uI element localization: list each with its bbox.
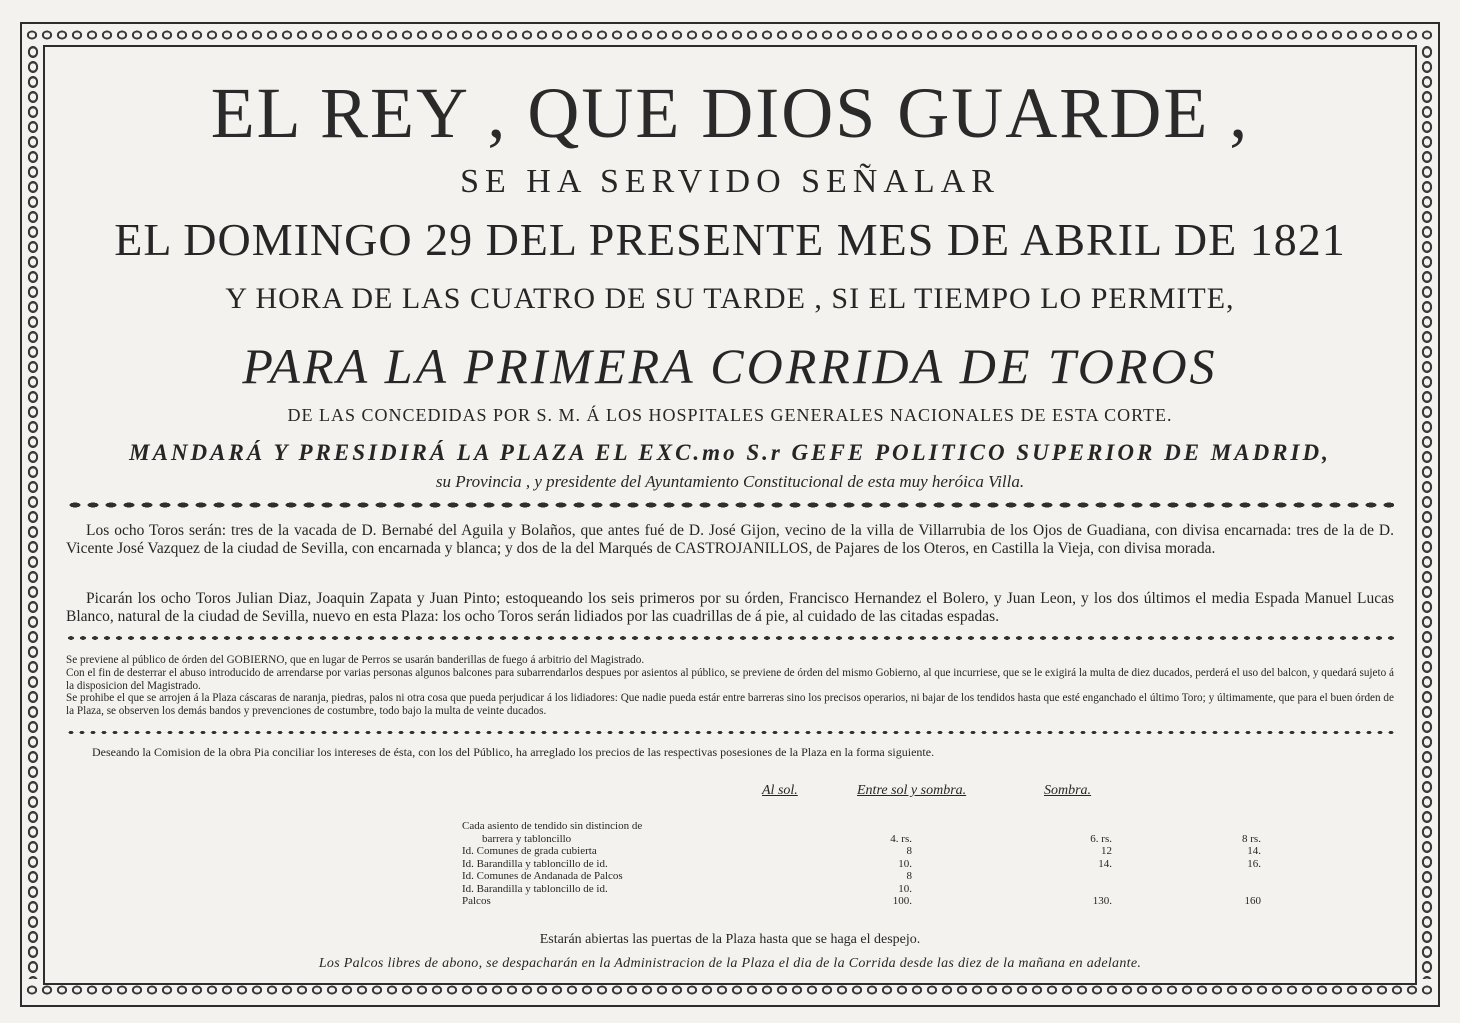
price-header-entre: Entre sol y sombra. bbox=[857, 783, 967, 798]
price-label: Cada asiento de tendido sin distincion de bbox=[462, 820, 643, 833]
paragraph-bulls: Los ocho Toros serán: tres de la vacada de D. Bernabé del Aguila y Bolaños, que antes fué de D. José Gijon, vecino de la villa de Villarrubia de los Ojos de Guadiana, con divisa encarnada: tres de la de D. Vicente José Vazquez de la ciudad de Sevilla, con encarnada y blanca; y dos de la del Marqués de CASTROJANILLOS, de Pajares de los Oteros, en Castilla la Vieja, con divisa morada. bbox=[66, 522, 1394, 557]
price-sol: 4. rs. bbox=[890, 832, 912, 845]
table-row bbox=[462, 845, 1261, 858]
headline-province: su Provincia , y presidente del Ayuntamiento Constitucional de esta muy heróica Villa. bbox=[435, 472, 1025, 491]
price-entre bbox=[982, 870, 1122, 883]
price-label: Id. Barandilla y tabloncillo de id. bbox=[462, 882, 608, 895]
headline-first-bullfight: PARA LA PRIMERA CORRIDA DE TOROS bbox=[242, 338, 1218, 394]
price-sol bbox=[782, 820, 982, 833]
price-entre: 12 bbox=[1101, 845, 1112, 858]
price-label: Id. Comunes de grada cubierta bbox=[462, 845, 597, 858]
price-sombra bbox=[1122, 870, 1261, 883]
headline-date: EL DOMINGO 29 DEL PRESENTE MES DE ABRIL DE 1821 bbox=[114, 214, 1346, 265]
price-label: Id. Barandilla y tabloncillo de id. bbox=[462, 857, 608, 870]
headline-time: Y HORA DE LAS CUATRO DE SU TARDE , SI EL TIEMPO LO PERMITE, bbox=[225, 282, 1235, 315]
price-entre bbox=[982, 820, 1122, 833]
notice-balconies: Con el fin de desterrar el abuso introducido de arrendarse por varias personas algunos balcones para subarrendarlos despues por asientos al público, se previene de órden del mismo Gobierno, al que incurriese, que se le exigirá la multa de diez ducados, perderá el uso del balcon, y quedará sujeto á la disposicion del Magistrado. bbox=[66, 667, 1394, 692]
table-row bbox=[462, 858, 1261, 871]
price-sol: 10. bbox=[898, 882, 912, 895]
table-row bbox=[462, 883, 1261, 896]
price-sol: 8 bbox=[906, 870, 912, 883]
price-sombra bbox=[1122, 883, 1261, 896]
price-entre: 130. bbox=[1092, 895, 1112, 908]
price-header-sol: Al sol. bbox=[762, 783, 798, 798]
price-sombra bbox=[1122, 820, 1261, 833]
price-entre: 14. bbox=[1098, 857, 1112, 870]
price-header-sombra: Sombra. bbox=[1044, 783, 1092, 798]
price-label: Id. Comunes de Andanada de Palcos bbox=[462, 870, 623, 883]
ornamental-divider-small bbox=[66, 634, 1394, 642]
price-sombra: 160 bbox=[1244, 895, 1261, 908]
headline-concessions: DE LAS CONCEDIDAS POR S. M. Á LOS HOSPITALES GENERALES NACIONALES DE ESTA CORTE. bbox=[287, 405, 1173, 425]
price-sombra: 14. bbox=[1247, 845, 1261, 858]
notice-prohibitions: Se prohibe el que se arrojen á la Plaza cáscaras de naranja, piedras, palos ni otra cosa que pueda perjudicar á los lidiadores: Que nadie pueda estár entre barreras sino los precisos operarios, ni bajar de los tendidos hasta que esté enganchado el último Toro; y últimamente, que para el buen órden de la Plaza, se observen los demás bandos y prevenciones de costumbre, todo bajo la multa de veinte ducados. bbox=[66, 692, 1394, 717]
price-label: barrera y tabloncillo bbox=[482, 832, 572, 845]
price-sol: 8 bbox=[906, 845, 912, 858]
footer-doors: Estarán abiertas las puertas de la Plaza hasta que se haga el despejo. bbox=[539, 932, 921, 947]
notice-banderillas: Se previene al público de órden del GOBIERNO, que en lugar de Perros se usarán banderillas de fuego á arbitrio del Magistrado. bbox=[66, 654, 645, 666]
ornamental-divider bbox=[66, 499, 1394, 511]
footer-boxes: Los Palcos libres de abono, se despacharán en la Administracion de la Plaza el dia de la Corrida desde las diez de la mañana en adelante. bbox=[318, 956, 1142, 971]
price-table bbox=[462, 820, 1261, 908]
headline-presides: MANDARÁ Y PRESIDIRÁ LA PLAZA EL EXC.mo S.r GEFE POLITICO SUPERIOR DE MADRID, bbox=[129, 440, 1331, 465]
price-sol: 10. bbox=[898, 857, 912, 870]
ornamental-divider-thin bbox=[66, 729, 1394, 736]
price-sol: 100. bbox=[892, 895, 912, 908]
headline-king: EL REY , QUE DIOS GUARDE , bbox=[210, 73, 1250, 153]
price-sombra: 8 rs. bbox=[1242, 832, 1261, 845]
price-entre: 6. rs. bbox=[1090, 832, 1112, 845]
price-label: Palcos bbox=[462, 895, 491, 908]
table-row bbox=[462, 870, 1261, 883]
paragraph-prices-intro: Deseando la Comision de la obra Pia conciliar los intereses de ésta, con los del Público, ha arreglado los precios de las respectivas posesiones de la Plaza en la forma siguiente. bbox=[92, 745, 935, 759]
table-row bbox=[462, 820, 1261, 833]
headline-served: SE HA SERVIDO SEÑALAR bbox=[460, 163, 1000, 200]
table-row bbox=[462, 833, 1261, 846]
paragraph-picadors: Picarán los ocho Toros Julian Diaz, Joaquin Zapata y Juan Pinto; estoqueando los seis primeros por su órden, Francisco Hernandez el Bolero, y Juan Leon, y los dos últimos el media Espada Manuel Lucas Blanco, natural de la ciudad de Sevilla, nuevo en esta Plaza: los ocho Toros serán lidiados por las cuadrillas de á pie, al cuidado de las citadas espadas. bbox=[66, 590, 1394, 625]
price-sombra: 16. bbox=[1247, 857, 1261, 870]
price-entre bbox=[982, 883, 1122, 896]
table-row bbox=[462, 895, 1261, 908]
